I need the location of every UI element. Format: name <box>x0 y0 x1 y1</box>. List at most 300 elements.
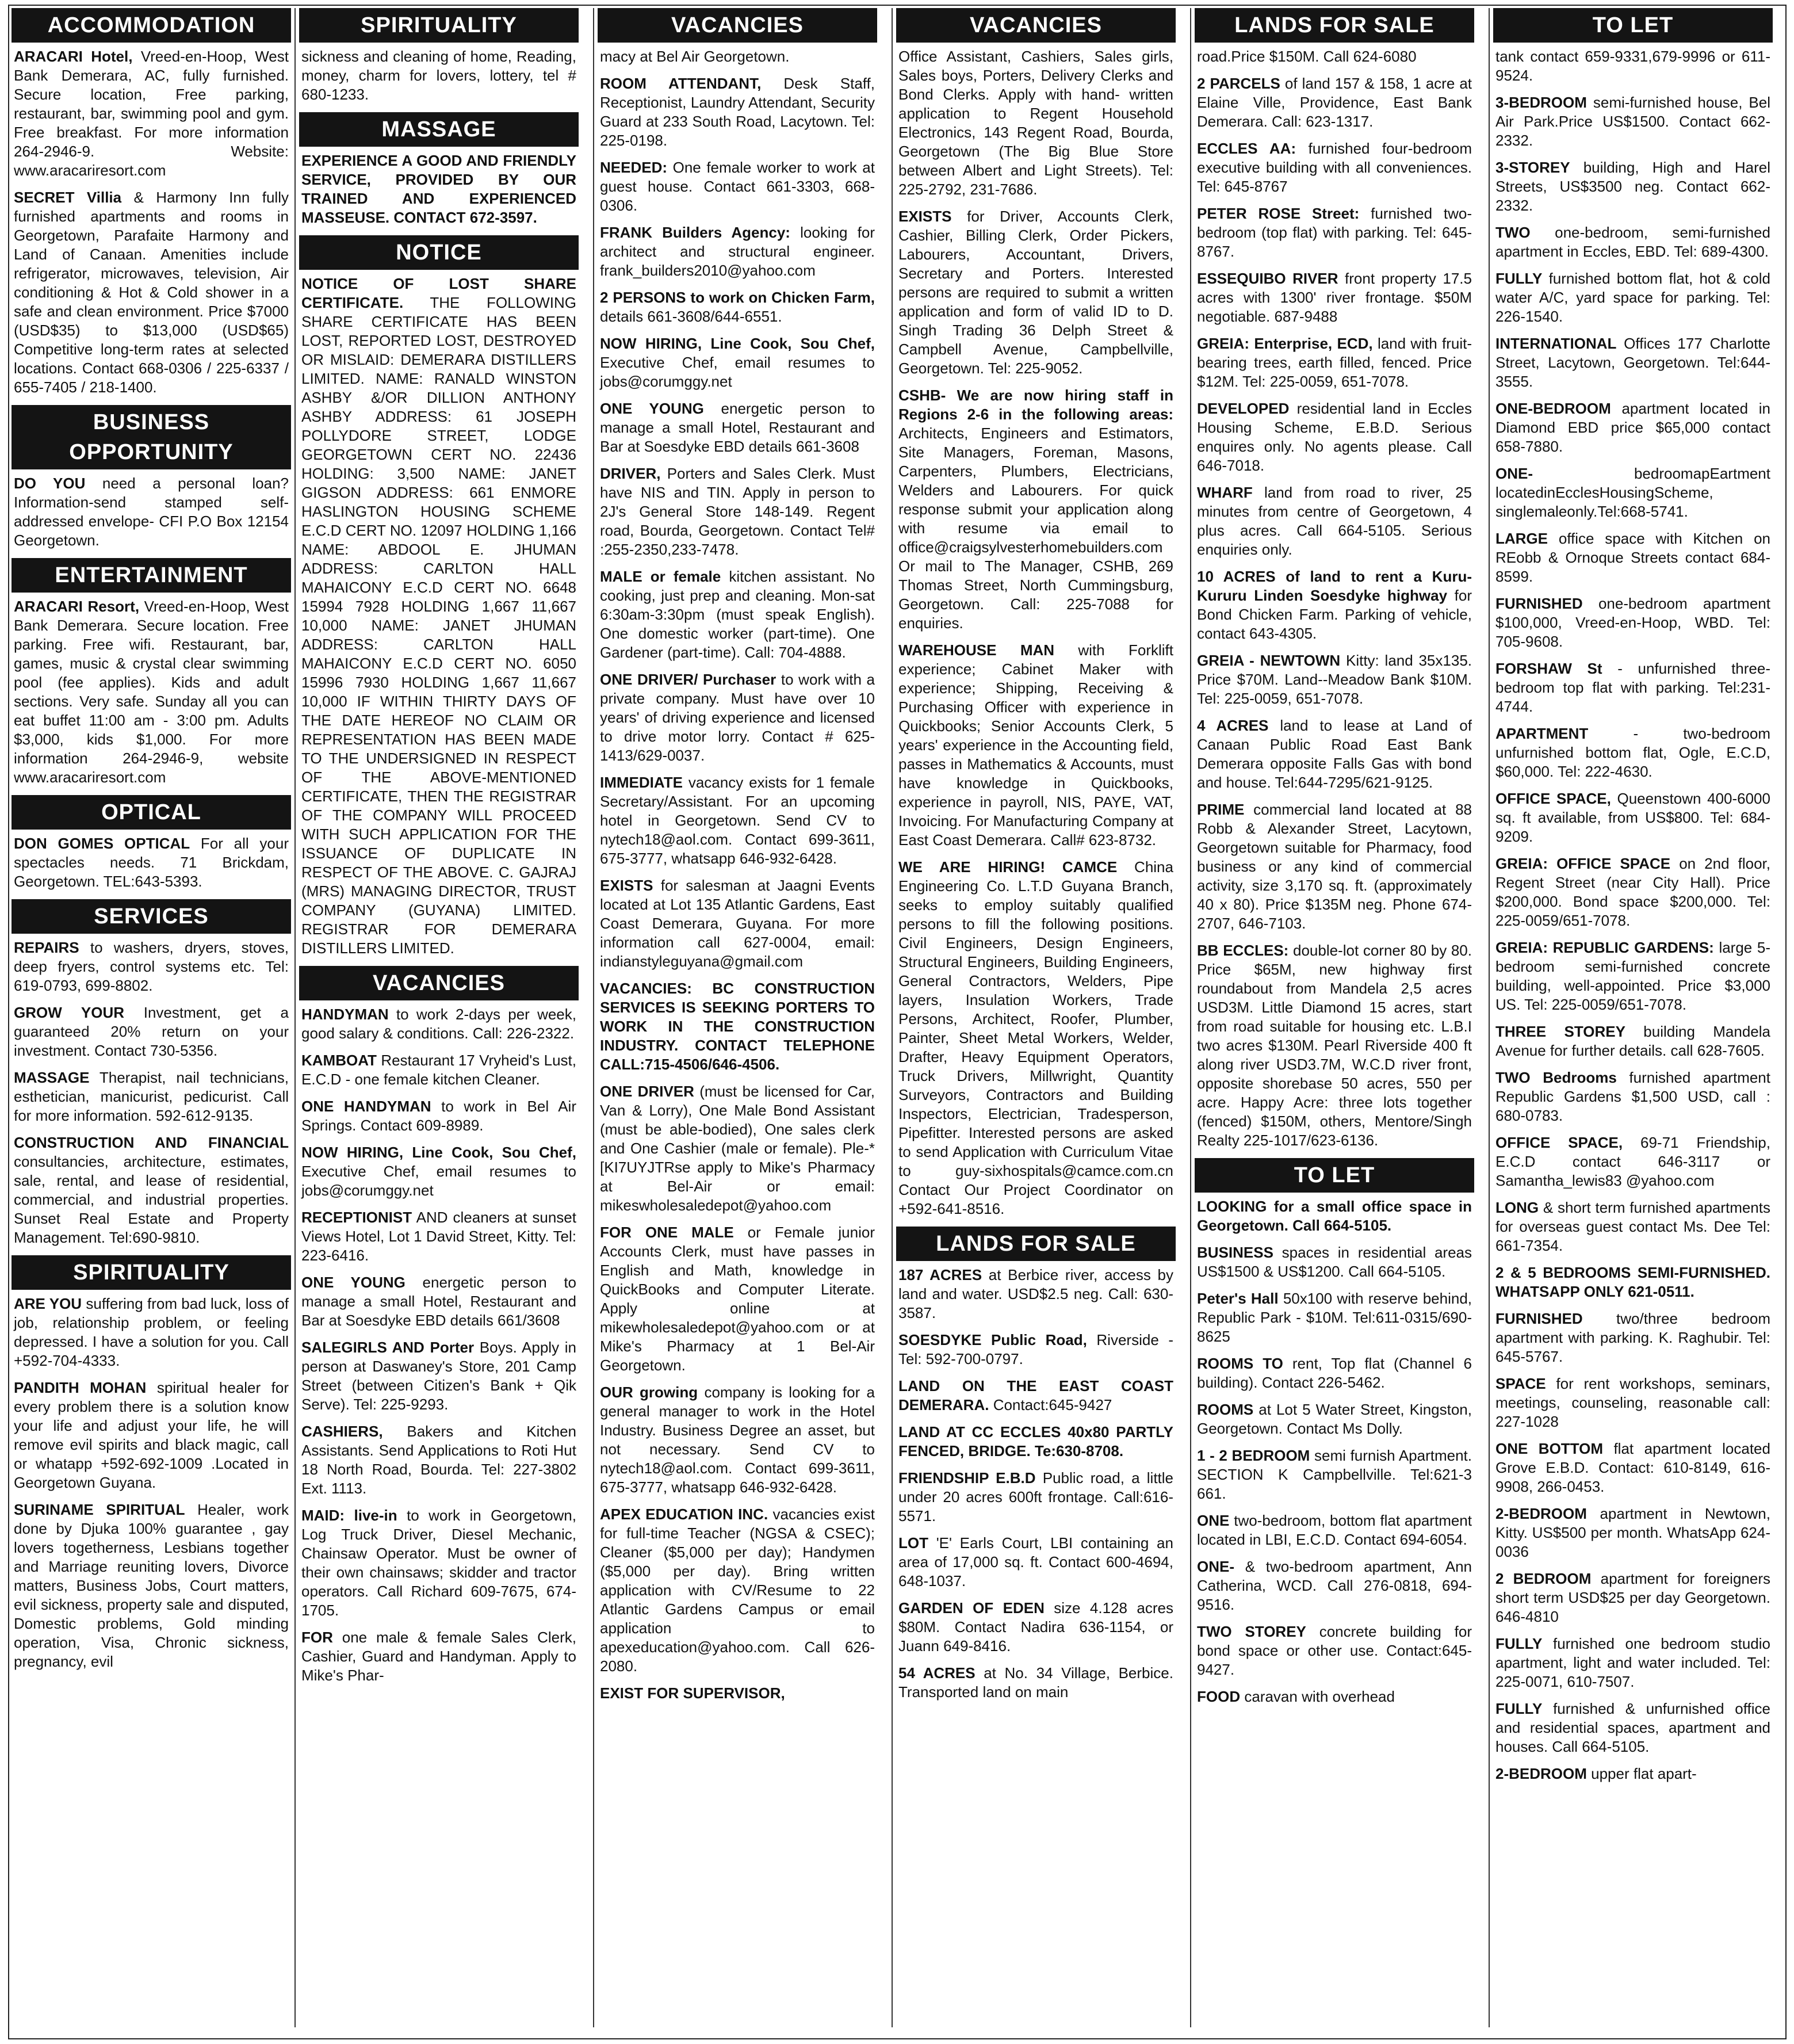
ad-body: furnished bottom flat, hot & cold water A/C, yard space for parking. Tel: 226-1540. <box>1495 270 1770 325</box>
ad-lead: FURNISHED <box>1495 1310 1583 1327</box>
section-header: LANDS FOR SALE <box>896 1227 1176 1261</box>
classified-ad <box>898 1469 1173 1526</box>
ad-body: energetic person to manage a small Hotel, Restaurant and Bar at Soesdyke EBD details 661-3608 <box>600 400 875 455</box>
ad-lead: 4 ACRES <box>1197 717 1269 734</box>
classified-ad <box>1495 399 1770 456</box>
section-header: SERVICES <box>12 899 291 934</box>
ad-lead: FRIENDSHIP E.B.D <box>898 1469 1036 1487</box>
classified-ad <box>1495 594 1770 651</box>
ad-lead: ONE HANDYMAN <box>301 1098 431 1115</box>
classified-ad <box>1197 1622 1472 1679</box>
ad-lead: FURNISHED <box>1495 595 1583 612</box>
ad-body: flat apartment located Grove E.B.D. Contact: 610-8149, 616-9908, 266-0453. <box>1495 1440 1770 1495</box>
classified-ad <box>898 858 1173 1218</box>
classified-ad <box>1495 223 1770 261</box>
ad-lead: 2 & 5 BEDROOMS SEMI-FURNISHED. WHATSAPP ONLY 621-0511. <box>1495 1264 1770 1300</box>
classified-ad <box>1495 93 1770 150</box>
classified-ad <box>1197 651 1472 708</box>
ad-body: to washers, dryers, stoves, deep fryers, control systems etc. Tel: 619-0793, 699-8802. <box>14 939 289 994</box>
ad-body: kitchen assistant. No cooking, just prep and cleaning. Mon-sat 6:30am-3:30pm (must speak English). One domestic worker (part-time). One Gardener (part-time). Call: 704-4888. <box>600 568 875 661</box>
ad-lead: GROW YOUR <box>14 1004 125 1021</box>
ad-lead: 10 ACRES of land to rent a Kuru-Kururu Linden Soesdyke highway <box>1197 568 1472 604</box>
ad-body: rent, Top flat (Channel 6 building). Contact 226-5462. <box>1197 1355 1472 1391</box>
ad-lead: WE ARE HIRING! CAMCE <box>898 858 1118 876</box>
classified-ad <box>1197 1243 1472 1281</box>
ad-lead: Peter's Hall <box>1197 1290 1279 1307</box>
ad-body: semi-furnished house, Bel Air Park.Price US$1500. Contact 662-2332. <box>1495 94 1770 149</box>
ad-body: Queenstown 400-6000 sq. ft available, from US$800. Tel: 684-9209. <box>1495 790 1770 845</box>
classified-ad <box>898 1423 1173 1461</box>
column-divider <box>1190 8 1191 2027</box>
ad-body: Restaurant 17 Vryheid's Lust, E.C.D - one female kitchen Cleaner. <box>301 1052 576 1088</box>
ad-body: Therapist, nail technicians, esthetician, manicurist, pedicurist. Call for more information. 592-612-9135. <box>14 1069 289 1124</box>
ad-lead: REPAIRS <box>14 939 79 956</box>
ad-lead: PANDITH MOHAN <box>14 1379 147 1396</box>
ad-lead: BUSINESS <box>1197 1244 1273 1261</box>
classified-ad <box>1197 399 1472 475</box>
ad-lead: 2 PERSONS to work on Chicken Farm, <box>600 289 875 306</box>
ad-lead: ONE- <box>1495 465 1533 482</box>
ad-body: Office Assistant, Cashiers, Sales girls, Sales boys, Porters, Delivery Clerks and Bond Clerks. Apply with hand- written application to Regent Household Electronics, 143 Regent Road, Bourda, Georgetown (The Big Blue Store between Albert and Light Streets). Tel: 225-2792, 231-7686. <box>898 48 1173 198</box>
classified-ad <box>1197 139 1472 196</box>
column-3 <box>598 8 877 2027</box>
ad-body: at Berbice river, access by land and water. USD$2.5 neg. Call: 630-3587. <box>898 1266 1173 1321</box>
classified-ad <box>600 74 875 150</box>
ad-body: to work 2-days per week, good salary & conditions. Call: 226-2322. <box>301 1006 576 1042</box>
ad-lead: SPACE <box>1495 1375 1546 1392</box>
classified-ad <box>600 670 875 765</box>
ad-body: vacancy exists for 1 female Secretary/Assistant. For an upcoming hotel in Georgetown. Send CV to nytech18@aol.com. Contact 699-3611, 675-3777, whatsapp 646-932-6428. <box>600 774 875 867</box>
section-header: VACANCIES <box>598 8 877 43</box>
classified-ad <box>600 464 875 559</box>
ad-lead: BB ECCLES: <box>1197 942 1289 959</box>
ad-body: AND cleaners at sunset Views Hotel, Lot 1 David Street, Kitty. Tel: 223-6416. <box>301 1209 576 1264</box>
classified-ad <box>600 773 875 868</box>
classified-ad <box>1197 1400 1472 1438</box>
ad-body: on 2nd floor, Regent Street (near City Hall). Price $200,000. Bond space $200,000. Tel: 225-0059/651-7078. <box>1495 855 1770 929</box>
classified-ad <box>898 1599 1173 1656</box>
ad-lead: ESSEQUIBO RIVER <box>1197 270 1338 287</box>
ad-body: Porters and Sales Clerk. Must have NIS and TIN. Apply in person to 2J's General Store 148-149. Regent road, Bourda, Georgetown. Contact Tel# :255-2350,233-7478. <box>600 465 875 558</box>
ad-body: company is looking for a general manager to work in the Hotel Industry. Business Degree an asset, but not necessary. Send CV to nytech18@aol.com. Contact 699-3611, 675-3777, whatsapp 646-932-6428. <box>600 1384 875 1496</box>
classified-ad <box>898 207 1173 378</box>
ad-body: furnished & unfurnished office and residential spaces, apartment and houses. Call 664-5105. <box>1495 1700 1770 1755</box>
ad-body: China Engineering Co. L.T.D Guyana Branch, seeks to employ suitably qualified persons to fill the following positions. Civil Engineers, Design Engineers, Structural Engineers, Building Engineers, General Contractors, Welders, Pipe layers, Insulation Workers, Trade Persons, Architect, Roofer, Plumber, Painter, Sheet Metal Workers, Welder, Drafter, Heavy Equipment Operators, Truck Drivers, Millwright, Quantity Surveyors, Contractors and Building Inspectors, Electrician, Tradesperson, Pipefitter. Interested persons are asked to send Application with Curriculum Vitae to guy-sixhospitals@camce.com.cn Contact Our Project Coordinator on +592-641-8516. <box>898 858 1173 1217</box>
ad-body: apartment located in Diamond EBD price $65,000 contact 658-7880. <box>1495 400 1770 455</box>
ad-lead: 2 PARCELS <box>1197 75 1280 92</box>
classified-ad <box>301 1143 576 1200</box>
ad-lead: KAMBOAT <box>301 1052 377 1069</box>
ad-body: furnished four-bedroom executive building with all conveniences. Tel: 645-8767 <box>1197 140 1472 195</box>
ad-body: office space with Kitchen on REobb & Ornoque Streets contact 684-8599. <box>1495 530 1770 585</box>
ad-lead: NOW HIRING, Line Cook, Sou Chef, <box>301 1144 576 1161</box>
ad-body: double-lot corner 80 by 80. Price $65M, new highway first roundabout from Mandela 2,5 acres USD3M. Little Diamond 15 acres, start from road suitable for housing etc. L.B.I two acres $130M. Pearl Riverside 400 ft along river USD3.7M, W.C.D river front, opposite shorebase 50 acres, 550 per acre. Happy Acre: three lots together (fenced) $150M, others, Mentore/Singh Realty 225-1017/623-6136. <box>1197 942 1472 1149</box>
ad-lead: WAREHOUSE MAN <box>898 641 1055 659</box>
ad-lead: 1 - 2 BEDROOM <box>1197 1447 1310 1464</box>
ad-body: furnished one bedroom studio apartment, light and water included. Tel: 225-0071, 610-7507. <box>1495 1635 1770 1690</box>
classified-ad <box>14 597 289 787</box>
ad-lead: MALE or female <box>600 568 721 585</box>
classified-ad <box>301 1208 576 1265</box>
classified-ad <box>898 1377 1173 1415</box>
ad-lead: HANDYMAN <box>301 1006 389 1023</box>
classified-ad <box>301 151 576 227</box>
ad-lead: ARE YOU <box>14 1295 82 1312</box>
ad-lead: 3-STOREY <box>1495 159 1570 176</box>
ad-lead: FULLY <box>1495 1635 1543 1652</box>
classified-ad <box>1197 1557 1472 1614</box>
classified-ad <box>301 1628 576 1685</box>
classified-ad <box>600 334 875 391</box>
ad-body: front property 17.5 acres with 1300' river frontage. $50M negotiable. 687-9488 <box>1197 270 1472 325</box>
ad-body: spiritual healer for every problem there is a solution know your life and adjust your life, he will remove evil spirits and black magic, call or whatapp +592-692-1009 .Located in Georgetown Guyana. <box>14 1379 289 1491</box>
classified-ad <box>301 1506 576 1620</box>
ad-lead: ECCLES AA: <box>1197 140 1296 157</box>
classified-ad <box>14 834 289 891</box>
ad-lead: FOR <box>301 1629 333 1646</box>
ad-body: Executive Chef, email resumes to jobs@corumggy.net <box>301 1163 576 1199</box>
section-header: NOTICE <box>299 235 579 270</box>
section-header: BUSINESS OPPORTUNITY <box>12 405 291 469</box>
ad-lead: RECEPTIONIST <box>301 1209 412 1226</box>
ad-lead: EXISTS <box>600 877 653 894</box>
ad-lead: FOR ONE MALE <box>600 1224 734 1241</box>
ad-lead: ONE-BEDROOM <box>1495 400 1611 417</box>
ad-lead: LOOKING for a small office space in Georgetown. Call 664-5105. <box>1197 1198 1472 1234</box>
ad-lead: DRIVER, <box>600 465 661 482</box>
ad-body: suffering from bad luck, loss of job, relationship problem, or feeling depressed. I have a solution for you. Call +592-704-4333. <box>14 1295 289 1369</box>
column-4 <box>896 8 1176 2027</box>
ad-lead: CASHIERS, <box>301 1423 383 1440</box>
ad-body: apartment for foreigners short term USD$25 per day Georgetown. 646-4810 <box>1495 1570 1770 1625</box>
classified-ad <box>14 474 289 550</box>
ad-body: land with fruit-bearing trees, earth filled, fenced. Price $12M. Tel: 225-0059, 651-7078. <box>1197 335 1472 390</box>
ad-body: Investment, get a guaranteed 20% return on your investment. Contact 730-5356. <box>14 1004 289 1059</box>
classified-ad <box>301 1422 576 1498</box>
classified-ad <box>14 1378 289 1492</box>
section-header: SPIRITUALITY <box>12 1255 291 1290</box>
classified-ad <box>14 1068 289 1125</box>
ad-lead: DON GOMES OPTICAL <box>14 835 190 852</box>
ad-body: two/three bedroom apartment with parking. K. Raghubir. Tel: 645-5767. <box>1495 1310 1770 1365</box>
ad-lead: ARACARI Resort, <box>14 598 140 615</box>
classified-ad <box>301 1005 576 1043</box>
ad-body: caravan with overhead <box>1244 1688 1395 1705</box>
ad-lead: DO YOU <box>14 475 86 492</box>
ad-lead: ROOMS TO <box>1197 1355 1283 1372</box>
ad-lead: NOW HIRING, Line Cook, Sou Chef, <box>600 335 875 352</box>
ad-lead: LAND AT CC ECCLES 40x80 PARTLY FENCED, BRIDGE. Te:630-8708. <box>898 1423 1173 1460</box>
classified-ad <box>1495 158 1770 215</box>
ad-lead: 54 ACRES <box>898 1664 976 1682</box>
ad-body: sickness and cleaning of home, Reading, money, charm for lovers, lottery, tel # 680-1233. <box>301 48 576 103</box>
ad-lead: EXIST FOR SUPERVISOR, <box>600 1684 785 1702</box>
ad-lead: APARTMENT <box>1495 725 1589 742</box>
ad-body: vacancies exist for full-time Teacher (NGSA & CSEC); Cleaner ($5,000 per day); Handymen ($5,000 per day). Bring written application with CV/Resume to 22 Atlantic Gardens Campus or email application to apexeducation@yahoo.com. Call 626-2080. <box>600 1506 875 1675</box>
ad-lead: THREE STOREY <box>1495 1023 1625 1040</box>
ad-lead: MAID: live-in <box>301 1507 397 1524</box>
section-header: LANDS FOR SALE <box>1195 8 1474 43</box>
ad-lead: ONE <box>1197 1512 1230 1529</box>
ad-lead: GREIA: OFFICE SPACE <box>1495 855 1671 872</box>
ad-body: for Bond Chicken Farm. Parking of vehicle, contact 643-4305. <box>1197 587 1472 642</box>
classified-ad <box>600 979 875 1074</box>
classified-ad <box>1197 1687 1472 1706</box>
ad-lead: FULLY <box>1495 1700 1543 1717</box>
ad-lead: 3-BEDROOM <box>1495 94 1587 111</box>
classified-ad <box>1495 1764 1770 1783</box>
column-2 <box>299 8 579 2027</box>
classified-ad <box>301 1273 576 1330</box>
classified-ad <box>14 1003 289 1060</box>
classified-ad <box>600 876 875 971</box>
ad-body: Desk Staff, Receptionist, Laundry Attendant, Security Guard at 233 South Road, Lacytown. Tel: 225-0198. <box>600 75 875 149</box>
ad-lead: TWO STOREY <box>1197 1623 1306 1640</box>
ad-lead: PRIME <box>1197 801 1245 818</box>
ad-body: furnished apartment Republic Gardens $1,500 USD, call : 680-0783. <box>1495 1069 1770 1124</box>
ad-body: details 661-3608/644-6551. <box>600 308 782 325</box>
ad-lead: ONE DRIVER <box>600 1083 694 1100</box>
classified-ad <box>14 188 289 397</box>
ad-lead: FRANK Builders Agency: <box>600 224 790 241</box>
ad-lead: ONE BOTTOM <box>1495 1440 1603 1457</box>
column-divider <box>1489 8 1490 2027</box>
ad-body: & two-bedroom apartment, Ann Catherina, WCD. Call 276-0818, 694-9516. <box>1197 1558 1472 1613</box>
ad-body: Bakers and Kitchen Assistants. Send Applications to Roti Hut 18 North Road, Bourda. Tel: 227-3802 Ext. 1113. <box>301 1423 576 1497</box>
classified-ad <box>301 47 576 104</box>
classified-ad <box>1197 1354 1472 1392</box>
ad-body: 50x100 with reserve behind, Republic Park - $10M. Tel:611-0315/690-8625 <box>1197 1290 1472 1345</box>
ad-lead: MASSAGE <box>14 1069 90 1086</box>
column-5 <box>1195 8 1474 2027</box>
ad-lead: FORSHAW St <box>1495 660 1602 677</box>
classified-ad <box>1495 1634 1770 1691</box>
column-1 <box>12 8 291 2027</box>
classified-ad <box>600 1684 875 1703</box>
ad-body: Vreed-en-Hoop, West Bank Demerara. Secure location. Free parking. Free wifi. Restaurant, bar, games, music & crystal clear swimming pool (fee applies). Kids and adult sections. Very safe. Sunday all you can eat buffet 11:00 am - 3:00 pm. Adults $3,000, kids $1,000. For more information 264-2946-9, website www.aracariresort.com <box>14 598 289 786</box>
section-header: OPTICAL <box>12 795 291 830</box>
ad-body: Offices 177 Charlotte Street, Lacytown, Georgetown. Tel:644-3555. <box>1495 335 1770 390</box>
classified-ad <box>1197 1446 1472 1503</box>
ad-lead: LOT <box>898 1534 928 1552</box>
classified-ad <box>1197 47 1472 66</box>
classified-ad <box>600 158 875 215</box>
classified-ad <box>600 47 875 66</box>
classified-ad <box>1197 1289 1472 1346</box>
classified-ad <box>1495 1504 1770 1561</box>
section-header: MASSAGE <box>299 112 579 147</box>
ad-body: for rent workshops, seminars, meetings, counseling, reasonable call: 227-1028 <box>1495 1375 1770 1430</box>
classified-ad <box>600 1505 875 1676</box>
ad-body: - unfurnished three-bedroom top flat with parking. Tel:231-4744. <box>1495 660 1770 715</box>
classified-ad <box>1197 334 1472 391</box>
ad-body: (must be licensed for Car, Van & Lorry), One Male Bond Assistant (must be able-bodied), One sales clerk and One Cashier (male or female). Ple-*[KI7UYJTRse apply to Mike's Pharmacy at Bel-Air or email: mikeswholesaledepot@yahoo.com <box>600 1083 875 1214</box>
ad-lead: APEX EDUCATION INC. <box>600 1506 768 1523</box>
ad-body: one male & female Sales Clerk, Cashier, Guard and Handyman. Apply to Mike's Phar- <box>301 1629 576 1684</box>
ad-body: large 5-bedroom semi-furnished concrete building, well-appointed. Price $3,000 US. Tel: 225-0059/651-7078. <box>1495 939 1770 1013</box>
ad-body: & short term furnished apartments for overseas guest contact Ms. Dee Tel: 661-7354. <box>1495 1199 1770 1254</box>
ad-lead: DEVELOPED <box>1197 400 1290 417</box>
section-header: TO LET <box>1195 1158 1474 1193</box>
classified-ad <box>600 1223 875 1375</box>
ad-body: apartment in Newtown, Kitty. US$500 per month. WhatsApp 624-0036 <box>1495 1505 1770 1560</box>
ad-body: of land 157 & 158, 1 acre at Elaine Ville, Providence, East Bank Demerara. Call: 623-1317. <box>1197 75 1472 130</box>
ad-lead: WHARF <box>1197 484 1253 501</box>
ad-lead: OFFICE SPACE, <box>1495 1134 1623 1151</box>
ad-lead: CONSTRUCTION AND FINANCIAL <box>14 1134 289 1151</box>
ad-body: Contact:645-9427 <box>993 1396 1112 1413</box>
ad-body: two-bedroom, bottom flat apartment located in LBI, E.C.D. Contact 694-6054. <box>1197 1512 1472 1548</box>
ad-body: one-bedroom, semi-furnished apartment in Eccles, EBD. Tel: 689-4300. <box>1495 224 1770 260</box>
ad-body: Architects, Engineers and Estimators, Site Managers, Foreman, Masons, Carpenters, Plumbers, Electricians, Welders and Labourers. For quick response submit your application along with resume via email to office@craigsylvesterhomebuilders.com Or mail to The Manager, CSHB, 269 Thomas Street, North Cummingsburg, Georgetown. Call: 225-7088 for enquiries. <box>898 425 1173 632</box>
ad-lead: TWO Bedrooms <box>1495 1069 1617 1086</box>
classified-ad <box>1495 1569 1770 1626</box>
ad-body: building Mandela Avenue for further details. call 628-7605. <box>1495 1023 1770 1059</box>
ad-lead: ONE YOUNG <box>301 1274 406 1291</box>
ad-lead: VACANCIES: BC CONSTRUCTION SERVICES IS SEEKING PORTERS TO WORK IN THE CONSTRUCTION INDUSTRY. CONTACT TELEPHONE CALL:715-4506/646-4506. <box>600 980 875 1073</box>
classified-ad <box>1197 1197 1472 1235</box>
ad-body: For all your spectacles needs. 71 Brickdam, Georgetown. TEL:643-5393. <box>14 835 289 890</box>
ad-body: to work with a private company. Must have over 10 years' of driving experience and licensed to drive motor lorry. Contact # 625-1413/629-0037. <box>600 671 875 764</box>
ad-lead: OUR growing <box>600 1384 698 1401</box>
ad-body: concrete building for bond space or other use. Contact:645-9427. <box>1197 1623 1472 1678</box>
classified-ad <box>1197 483 1472 559</box>
ad-lead: ONE YOUNG <box>600 400 704 417</box>
ad-lead: GREIA: REPUBLIC GARDENS: <box>1495 939 1714 956</box>
ad-body: macy at Bel Air Georgetown. <box>600 48 790 65</box>
ad-body: Healer, work done by Djuka 100% guarantee , gay lovers togetherness, Lesbians together and Marriage reuniting lovers, Divorce matters, Business Jobs, Court matters, evil sickness, property sale and disputed, Domestic problems, Gold minding operation, Visa, Chronic sickness, pregnancy, evil <box>14 1501 289 1670</box>
ad-body: tank contact 659-9331,679-9996 or 611-9524. <box>1495 48 1770 84</box>
classified-ad <box>1495 659 1770 716</box>
ad-body: Vreed-en-Hoop, West Bank Demerara, AC, fully furnished. Secure location, Free parking, restaurant, bar, swimming pool and gym. Free breakfast. For more information 264-2946-9. Website: www.aracariresort.com <box>14 48 289 179</box>
ad-lead: 2-BEDROOM <box>1495 1765 1587 1782</box>
ad-body: energetic person to manage a small Hotel, Restaurant and Bar at Soesdyke EBD details 661/3608 <box>301 1274 577 1329</box>
ad-lead: SECRET Villia <box>14 189 122 206</box>
ad-body: building, High and Harel Streets, US$3500 neg. Contact 662-2332. <box>1495 159 1770 214</box>
classified-ad <box>1495 789 1770 846</box>
ad-lead: GREIA - NEWTOWN <box>1197 652 1341 669</box>
classified-ad <box>1197 204 1472 261</box>
ad-body: one-bedroom apartment $100,000, Vreed-en-Hoop, WBD. Tel: 705-9608. <box>1495 595 1770 650</box>
ad-body: at Lot 5 Water Street, Kingston, Georgetown. Contact Ms Dolly. <box>1197 1401 1472 1437</box>
ad-body: Kitty: land 35x135. Price $70M. Land--Meadow Bank $10M. Tel: 225-0059, 651-7078. <box>1197 652 1472 707</box>
classified-ad <box>1495 1374 1770 1431</box>
classified-ad <box>600 1082 875 1215</box>
ad-body: - two-bedroom unfurnished bottom flat, Ogle, E.C.D, $60,000. Tel: 222-4630. <box>1495 725 1770 780</box>
classified-ad <box>301 1051 576 1089</box>
ad-lead: FULLY <box>1495 270 1543 287</box>
ad-body: Boys. Apply in person at Daswaney's Store, 201 Camp Street (between Citizen's Bank + Qik Serve). Tel: 225-9293. <box>301 1339 576 1413</box>
classified-ad <box>1197 74 1472 131</box>
classified-ad <box>1495 724 1770 781</box>
ad-body: semi furnish Apartment. SECTION K Campbellville. Tel:621-3 661. <box>1197 1447 1472 1502</box>
classified-ad <box>898 1534 1173 1591</box>
ad-body: with Forklift experience; Cabinet Maker with experience; Shipping, Receiving & Purchasing Officer with experience in Quickbooks; Senior Accounts Clerk, 5 years' experience in the Accounting field, passes in Mathematics & Accounts, must have knowledge in Quickbooks, experience in payroll, NIS, PAYE, VAT, Invoicing. For Manufacturing Company at East Coast Demerara. Call# 623-8732. <box>898 641 1173 849</box>
ad-body: to work in Bel Air Springs. Contact 609-8989. <box>301 1098 576 1134</box>
ad-body: 'E' Earls Court, LBI containing an area of 17,000 sq. ft. Contact 600-4694, 648-1037. <box>898 1534 1173 1590</box>
classified-ad <box>600 288 875 326</box>
ad-lead: NEEDED: <box>600 159 668 176</box>
classified-ad <box>1495 1699 1770 1756</box>
ad-lead: LAND ON THE EAST COAST DEMERARA. <box>898 1377 1173 1413</box>
ad-body: to work in Georgetown, Log Truck Driver, Diesel Mechanic, Chainsaw Operator. Must be owner of their own chainsaws; skidder and tractor operators. Call Richard 609-7675, 674-1705. <box>301 1507 576 1619</box>
classified-ad <box>301 1338 576 1414</box>
classified-ad <box>1495 1198 1770 1255</box>
ad-lead: 2-BEDROOM <box>1495 1505 1587 1522</box>
classified-ad <box>898 641 1173 850</box>
classified-ad <box>1197 800 1472 933</box>
classified-ad <box>1495 529 1770 586</box>
classified-ad <box>14 1133 289 1247</box>
ad-lead: ONE DRIVER/ Purchaser <box>600 671 776 688</box>
ad-body: land to lease at Land of Canaan Public Road East Bank Demerara opposite Falls Gas with bond and house. Tel:644-7295/621-9125. <box>1197 717 1472 791</box>
classified-ad <box>14 938 289 995</box>
section-header: ENTERTAINMENT <box>12 558 291 593</box>
classified-ad <box>600 1383 875 1497</box>
classified-ad <box>1495 1133 1770 1190</box>
ad-lead: SURINAME SPIRITUAL <box>14 1501 185 1518</box>
ad-lead: ROOM ATTENDANT, <box>600 75 762 92</box>
classified-ad <box>1495 464 1770 521</box>
ad-body: Public road, a little under 20 acres 600ft frontage. Call:616-5571. <box>898 1469 1173 1525</box>
section-header: TO LET <box>1493 8 1773 43</box>
column-divider <box>892 8 893 2027</box>
ad-lead: SALEGIRLS AND Porter <box>301 1339 475 1356</box>
ad-body: size 4.128 acres $80M. Contact Nadira 636-1154, or Juann 649-8416. <box>898 1599 1173 1655</box>
ad-lead: EXISTS <box>898 208 952 225</box>
ad-lead: LONG <box>1495 1199 1539 1216</box>
ad-body: for salesman at Jaagni Events located at Lot 135 Atlantic Gardens, East Coast Demerara, Guyana. For more information call 627-0004, email: indianstyleguyana@gmail.com <box>600 877 875 970</box>
ad-body: & Harmony Inn fully furnished apartments and rooms in Georgetown, Parafaite Harmony and Land of Canaan. Amenities include refrigerator, microwaves, television, Air conditioning & Hot & Cold shower in a safe and clean environment. Price $7000 (USD$35) to $13,000 (USD$65) Competitive long-term rates at selected locations. Contact 668-0306 / 225-6337 / 655-7405 / 218-1400. <box>14 189 289 396</box>
ad-lead: PETER ROSE Street: <box>1197 205 1360 222</box>
classified-ad <box>600 223 875 280</box>
classified-ad <box>898 47 1173 199</box>
column-divider <box>294 8 296 2027</box>
ad-body: at No. 34 Village, Berbice. Transported land on main <box>898 1664 1173 1701</box>
classified-ad <box>1495 1263 1770 1301</box>
section-header: VACANCIES <box>299 966 579 1000</box>
ad-lead: LARGE <box>1495 530 1548 547</box>
section-header: VACANCIES <box>896 8 1176 43</box>
classified-ad <box>1495 854 1770 930</box>
ad-body: spaces in residential areas US$1500 & US$1200. Call 664-5105. <box>1197 1244 1472 1280</box>
classified-ad <box>14 47 289 180</box>
ad-lead: IMMEDIATE <box>600 774 683 791</box>
ad-lead: NOTICE OF LOST SHARE CERTIFICATE. <box>301 275 576 311</box>
ad-lead: SOESDYKE Public Road, <box>898 1331 1087 1348</box>
ad-body: 69-71 Friendship, E.C.D contact 646-3117 or Samantha_lewis83 @yahoo.com <box>1495 1134 1770 1189</box>
ad-lead: CSHB- We are now hiring staff in Regions 2-6 in the following areas: <box>898 387 1173 423</box>
classified-ad <box>1495 269 1770 326</box>
ad-lead: TWO <box>1495 224 1531 241</box>
classified-ad <box>600 567 875 662</box>
ad-lead: GARDEN OF EDEN <box>898 1599 1045 1617</box>
ad-body: or Female junior Accounts Clerk, must have passes in English and Math, knowledge in QuickBooks and Computer Literate. Apply online at mikewholesaledepot@yahoo.com or at Mike's Pharmacy at 1 Bel-Air Georgetown. <box>600 1224 875 1374</box>
classified-ad <box>1197 269 1472 326</box>
classified-ad <box>14 1294 289 1370</box>
ad-lead: EXPERIENCE A GOOD AND FRIENDLY SERVICE, PROVIDED BY OUR TRAINED AND EXPERIENCED MASSEUSE. CONTACT 672-3597. <box>301 152 576 226</box>
classified-ad <box>301 1097 576 1135</box>
ad-body: furnished two-bedroom (top flat) with parking. Tel: 645-8767. <box>1197 205 1472 260</box>
ad-lead: 2 BEDROOM <box>1495 1570 1592 1587</box>
ad-body: need a personal loan? Information-send stamped self-addressed envelope- CFI P.O Box 12154 Georgetown. <box>14 475 289 549</box>
classified-ad <box>600 399 875 456</box>
ad-body: road.Price $150M. Call 624-6080 <box>1197 48 1417 65</box>
classified-ad <box>1495 334 1770 391</box>
classified-ad <box>1197 716 1472 792</box>
classified-ad <box>1495 47 1770 85</box>
classified-ad <box>1495 1022 1770 1060</box>
